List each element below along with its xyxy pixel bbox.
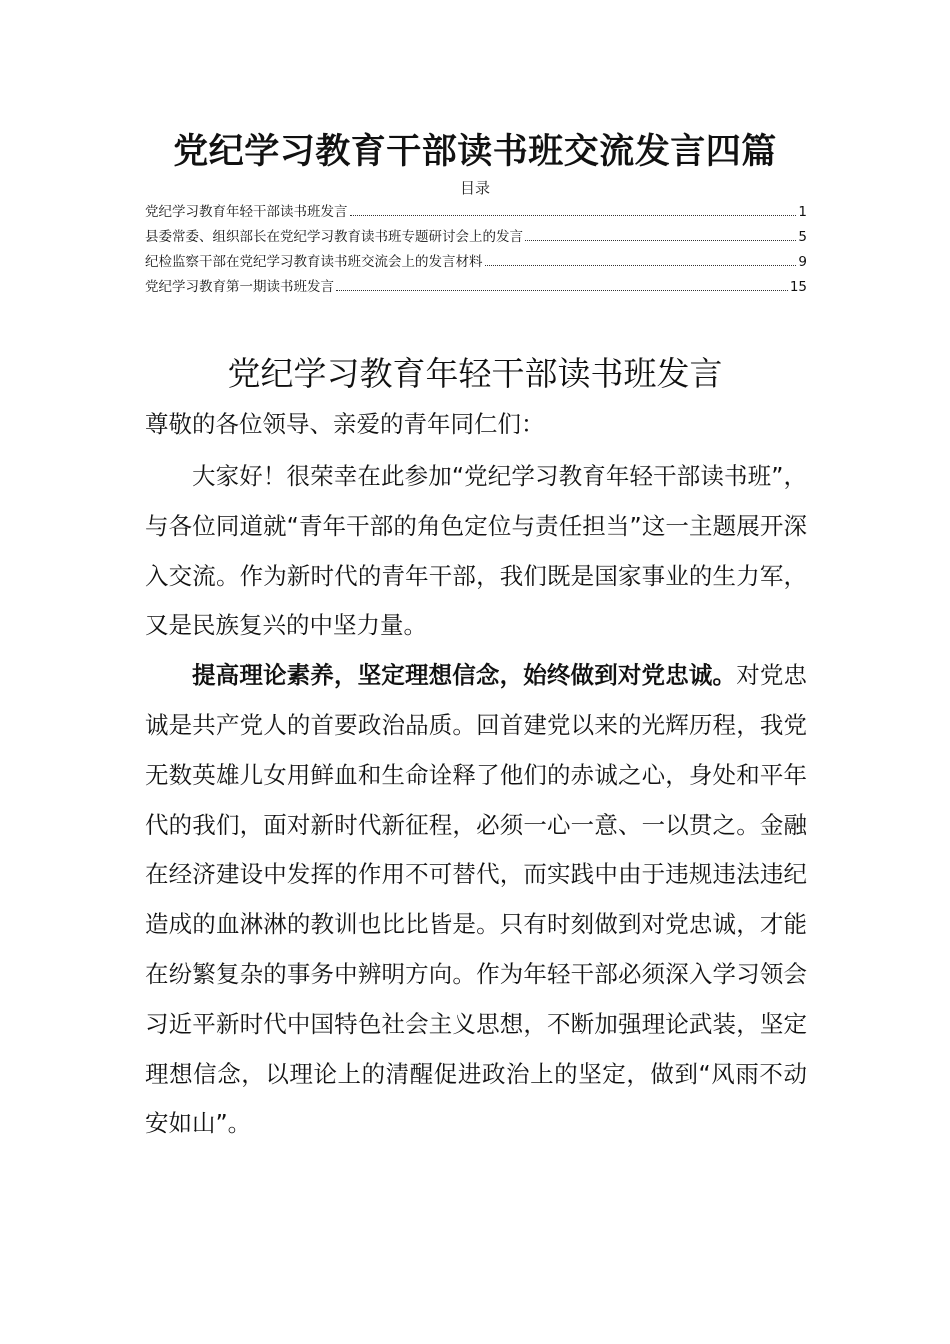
section-title: 党纪学习教育年轻干部读书班发言 — [227, 354, 723, 393]
toc-leader-dots — [485, 265, 797, 266]
toc-entry[interactable] — [145, 227, 807, 252]
toc-entry[interactable] — [145, 252, 807, 277]
paragraph — [145, 651, 807, 1149]
salutation: 尊敬的各位领导、亲爱的青年同仁们： — [145, 410, 545, 438]
toc-leader-dots — [525, 240, 796, 241]
document-title: 党纪学习教育干部读书班交流发言四篇 — [173, 132, 777, 172]
toc-leader-dots — [336, 290, 788, 291]
toc-entry-page: 15 — [789, 279, 807, 295]
toc-entry-title: 县委常委、组织部长在党纪学习教育读书班专题研讨会上的发言 — [145, 229, 523, 245]
paragraph: 大家好！很荣幸在此参加“党纪学习教育年轻干部读书班”，与各位同道就“青年干部的角色定位与责任担当”这一主题展开深入交流。作为新时代的青年干部，我们既是国家事业的生力军，又是民族复兴的中坚力量。 — [145, 462, 807, 640]
toc-entry-title: 党纪学习教育年轻干部读书班发言 — [145, 204, 348, 220]
toc-entry-title: 纪检监察干部在党纪学习教育读书班交流会上的发言材料 — [145, 254, 483, 270]
toc-entry-page: 9 — [798, 254, 807, 270]
paragraph-lead-sentence: 提高理论素养，坚定理想信念，始终做到对党忠诚。 — [192, 661, 737, 690]
toc-entry[interactable] — [145, 202, 807, 227]
toc-leader-dots — [350, 215, 797, 216]
toc-entry-page: 5 — [798, 229, 807, 245]
toc-heading: 目录 — [459, 179, 490, 197]
toc-entry-page: 1 — [798, 204, 807, 220]
toc-entry-title: 党纪学习教育第一期读书班发言 — [145, 279, 334, 295]
paragraph-body: 对党忠诚是共产党人的首要政治品质。回首建党以来的光辉历程，我党无数英雄儿女用鲜血和生命诠释了他们的赤诚之心，身处和平年代的我们，面对新时代新征程，必须一心一意、一以贯之。金融在经济建设中发挥的作用不可替代，而实践中由于违规违法违纪造成的血淋淋的教训也比比皆是。只有时刻做到对党忠诚，才能在纷繁复杂的事务中辨明方向。作为年轻干部必须深入学习领会习近平新时代中国特色社会主义思想，不断加强理论武装，坚定理想信念，以理论上的清醒促进政治上的坚定，做到“风雨不动安如山”。 — [145, 661, 808, 1138]
body-text — [145, 452, 807, 1149]
toc-entry[interactable] — [145, 277, 807, 302]
table-of-contents — [145, 202, 807, 302]
